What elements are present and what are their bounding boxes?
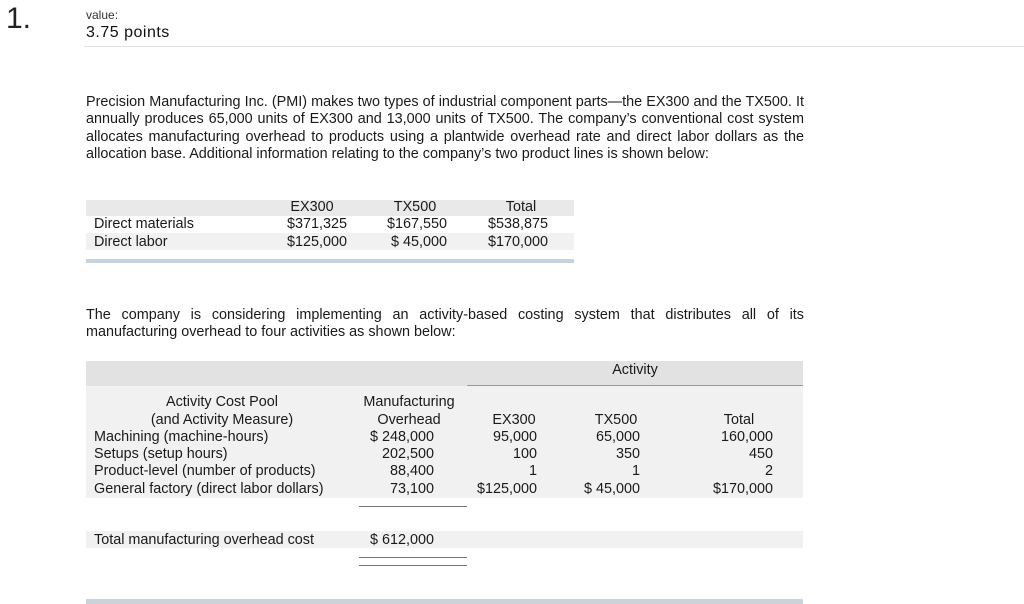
cost-row-ex300: $371,325 xyxy=(286,216,347,232)
activity-row-tx500: 1 xyxy=(631,463,640,479)
intro-paragraph: Precision Manufacturing Inc. (PMI) makes two types of industrial component parts—the EX300 and the TX500. It annually produces 65,000 units of EX300 and 13,000 units of TX500. The company’s conventional cost system allocates manufacturing overhead to products using a plantwide overhead rate and direct labor dollars as the allocation base. Additional information relating to the company’s two product lines is shown below: xyxy=(86,94,804,163)
abc-paragraph: The company is considering implementing an activity-based costing system that distributes all of its manufacturing overhead to four activities as shown below: xyxy=(86,307,804,341)
activity-row-ex300: 95,000 xyxy=(492,429,537,445)
points-value: 3.75 points xyxy=(86,24,170,41)
overhead-header-line1: Manufacturing xyxy=(363,394,455,410)
activity-col-ex300: EX300 xyxy=(492,412,536,428)
total-overhead-value: $ 612,000 xyxy=(369,532,434,548)
cost-table-header-ex300: EX300 xyxy=(290,199,334,215)
cost-table-header-tx500: TX500 xyxy=(393,199,437,215)
cost-row-total: $538,875 xyxy=(487,216,548,232)
activity-row-overhead: 202,500 xyxy=(381,446,434,462)
activity-row-total: $170,000 xyxy=(712,481,773,497)
cost-table-bottom-bar xyxy=(86,259,574,263)
cost-row-label: Direct labor xyxy=(94,234,168,250)
pool-header-line1: Activity Cost Pool xyxy=(166,394,278,410)
activity-group-header: Activity xyxy=(612,362,658,378)
cost-row-tx500: $ 45,000 xyxy=(390,234,447,250)
overhead-header-line2: Overhead xyxy=(377,412,441,428)
question-number: 1. xyxy=(6,2,32,35)
activity-row-total: 450 xyxy=(748,446,773,462)
value-label: value: xyxy=(86,8,119,22)
cost-row-tx500: $167,550 xyxy=(386,216,447,232)
total-overhead-label: Total manufacturing overhead cost xyxy=(94,532,314,548)
total-double-rule-top xyxy=(359,557,467,558)
activity-row-pool: Product-level (number of products) xyxy=(94,463,316,479)
cost-table-header-total: Total xyxy=(505,199,537,215)
activity-table-header-band xyxy=(86,361,803,386)
activity-col-total: Total xyxy=(723,412,755,428)
cost-row-total: $170,000 xyxy=(487,234,548,250)
activity-row-total: 160,000 xyxy=(720,429,773,445)
activity-row-pool: General factory (direct labor dollars) xyxy=(94,481,324,497)
activity-row-ex300: 1 xyxy=(528,463,537,479)
activity-row-tx500: $ 45,000 xyxy=(583,481,640,497)
activity-row-ex300: 100 xyxy=(512,446,537,462)
activity-row-overhead: 73,100 xyxy=(389,481,434,497)
activity-row-overhead: 88,400 xyxy=(389,463,434,479)
activity-row-pool: Setups (setup hours) xyxy=(94,446,228,462)
activity-row-tx500: 65,000 xyxy=(595,429,640,445)
cost-row-ex300: $125,000 xyxy=(286,234,347,250)
activity-row-ex300: $125,000 xyxy=(476,481,537,497)
pool-header-line2: (and Activity Measure) xyxy=(150,412,294,428)
activity-row-tx500: 350 xyxy=(615,446,640,462)
header-divider xyxy=(84,46,1024,47)
activity-row-overhead: $ 248,000 xyxy=(369,429,434,445)
total-double-rule-bottom xyxy=(359,565,467,566)
overhead-subtotal-rule xyxy=(359,506,467,507)
activity-table-bottom-bar xyxy=(86,599,803,604)
activity-row-pool: Machining (machine-hours) xyxy=(94,429,269,445)
activity-row-total: 2 xyxy=(764,463,773,479)
cost-row-label: Direct materials xyxy=(94,216,194,232)
activity-col-tx500: TX500 xyxy=(594,412,638,428)
